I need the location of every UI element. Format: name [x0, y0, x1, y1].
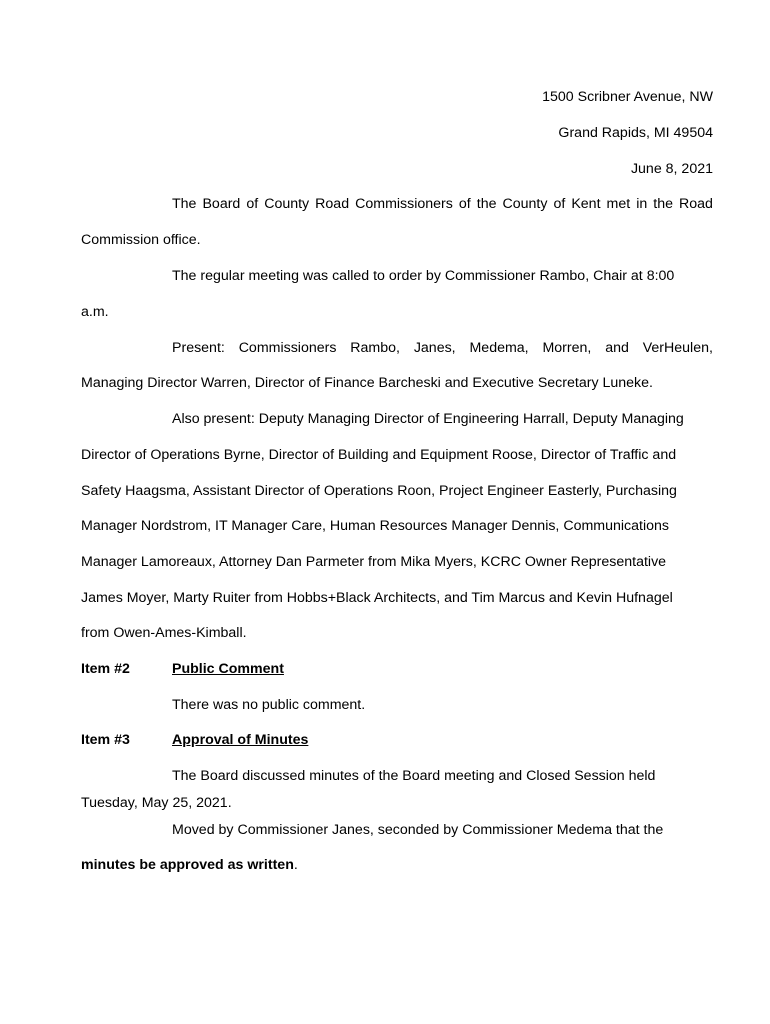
- also-present-line-3: Safety Haagsma, Assistant Director of Operations Roon, Project Engineer Easterly, Purchasing: [81, 483, 677, 499]
- item-2-text: There was no public comment.: [172, 697, 366, 713]
- justified-word: the: [476, 196, 497, 212]
- motion-text-bold: minutes be approved as written: [81, 857, 294, 873]
- item-2-title: Public Comment: [172, 661, 284, 677]
- justified-word: of: [553, 196, 566, 212]
- present-line-2: Managing Director Warren, Director of Finance Barcheski and Executive Secretary Luneke.: [81, 375, 653, 391]
- paragraph-2-line-2: a.m.: [81, 304, 109, 320]
- justified-word: Commissioners: [355, 196, 453, 212]
- paragraph-1-line-1: [172, 196, 713, 212]
- item-3-title: Approval of Minutes: [172, 732, 309, 748]
- meeting-date: June 8, 2021: [630, 161, 713, 177]
- justified-word: Road: [679, 196, 713, 212]
- also-present-line-5: Manager Lamoreaux, Attorney Dan Parmeter from Mika Myers, KCRC Owner Representative: [81, 554, 667, 570]
- item-3-paragraph-2-line-1: Moved by Commissioner Janes, seconded by Commissioner Medema that the: [172, 822, 664, 838]
- address-line-1: 1500 Scribner Avenue, NW: [542, 89, 713, 105]
- item-3-paragraph-1-line-1: The Board discussed minutes of the Board meeting and Closed Session held: [172, 768, 656, 784]
- justified-word: Road: [315, 196, 350, 212]
- justified-word: Board: [202, 196, 241, 212]
- also-present-line-1: Also present: Deputy Managing Director of Engineering Harrall, Deputy Managing: [172, 411, 684, 427]
- item-3-label: Item #3: [81, 732, 130, 748]
- justified-word: of: [458, 196, 471, 212]
- item-2-label: Item #2: [81, 661, 130, 677]
- present-line-1: [172, 340, 713, 356]
- present-word: Commissioners: [238, 340, 337, 356]
- present-word: and: [605, 340, 629, 356]
- justified-word: of: [246, 196, 259, 212]
- present-word: VerHeulen,: [642, 340, 713, 356]
- also-present-line-2: Director of Operations Byrne, Director of Building and Equipment Roose, Director of Traffic and: [81, 447, 677, 463]
- present-word: Medema,: [469, 340, 529, 356]
- present-word: Rambo,: [350, 340, 400, 356]
- item-3-paragraph-2-line-2: [81, 857, 713, 873]
- justified-word: the: [653, 196, 673, 212]
- justified-word: Kent: [571, 196, 601, 212]
- paragraph-2-line-1: The regular meeting was called to order by Commissioner Rambo, Chair at 8:00: [172, 268, 675, 284]
- justified-word: met: [606, 196, 631, 212]
- present-label: Present:: [172, 340, 225, 356]
- justified-word: County: [264, 196, 310, 212]
- paragraph-1-line-2: Commission office.: [81, 232, 201, 248]
- present-word: Janes,: [413, 340, 456, 356]
- also-present-line-6: James Moyer, Marty Ruiter from Hobbs+Black Architects, and Tim Marcus and Kevin Hufnagel: [81, 590, 673, 606]
- motion-text-period: .: [293, 857, 298, 873]
- justified-word: The: [172, 196, 197, 212]
- also-present-line-4: Manager Nordstrom, IT Manager Care, Human Resources Manager Dennis, Communications: [81, 518, 669, 534]
- justified-word: County: [502, 196, 548, 212]
- justified-word: in: [636, 196, 648, 212]
- address-line-2: Grand Rapids, MI 49504: [558, 125, 713, 141]
- item-3-paragraph-1-line-2: Tuesday, May 25, 2021.: [81, 795, 232, 811]
- also-present-line-7: from Owen-Ames-Kimball.: [81, 625, 247, 641]
- present-word: Morren,: [542, 340, 592, 356]
